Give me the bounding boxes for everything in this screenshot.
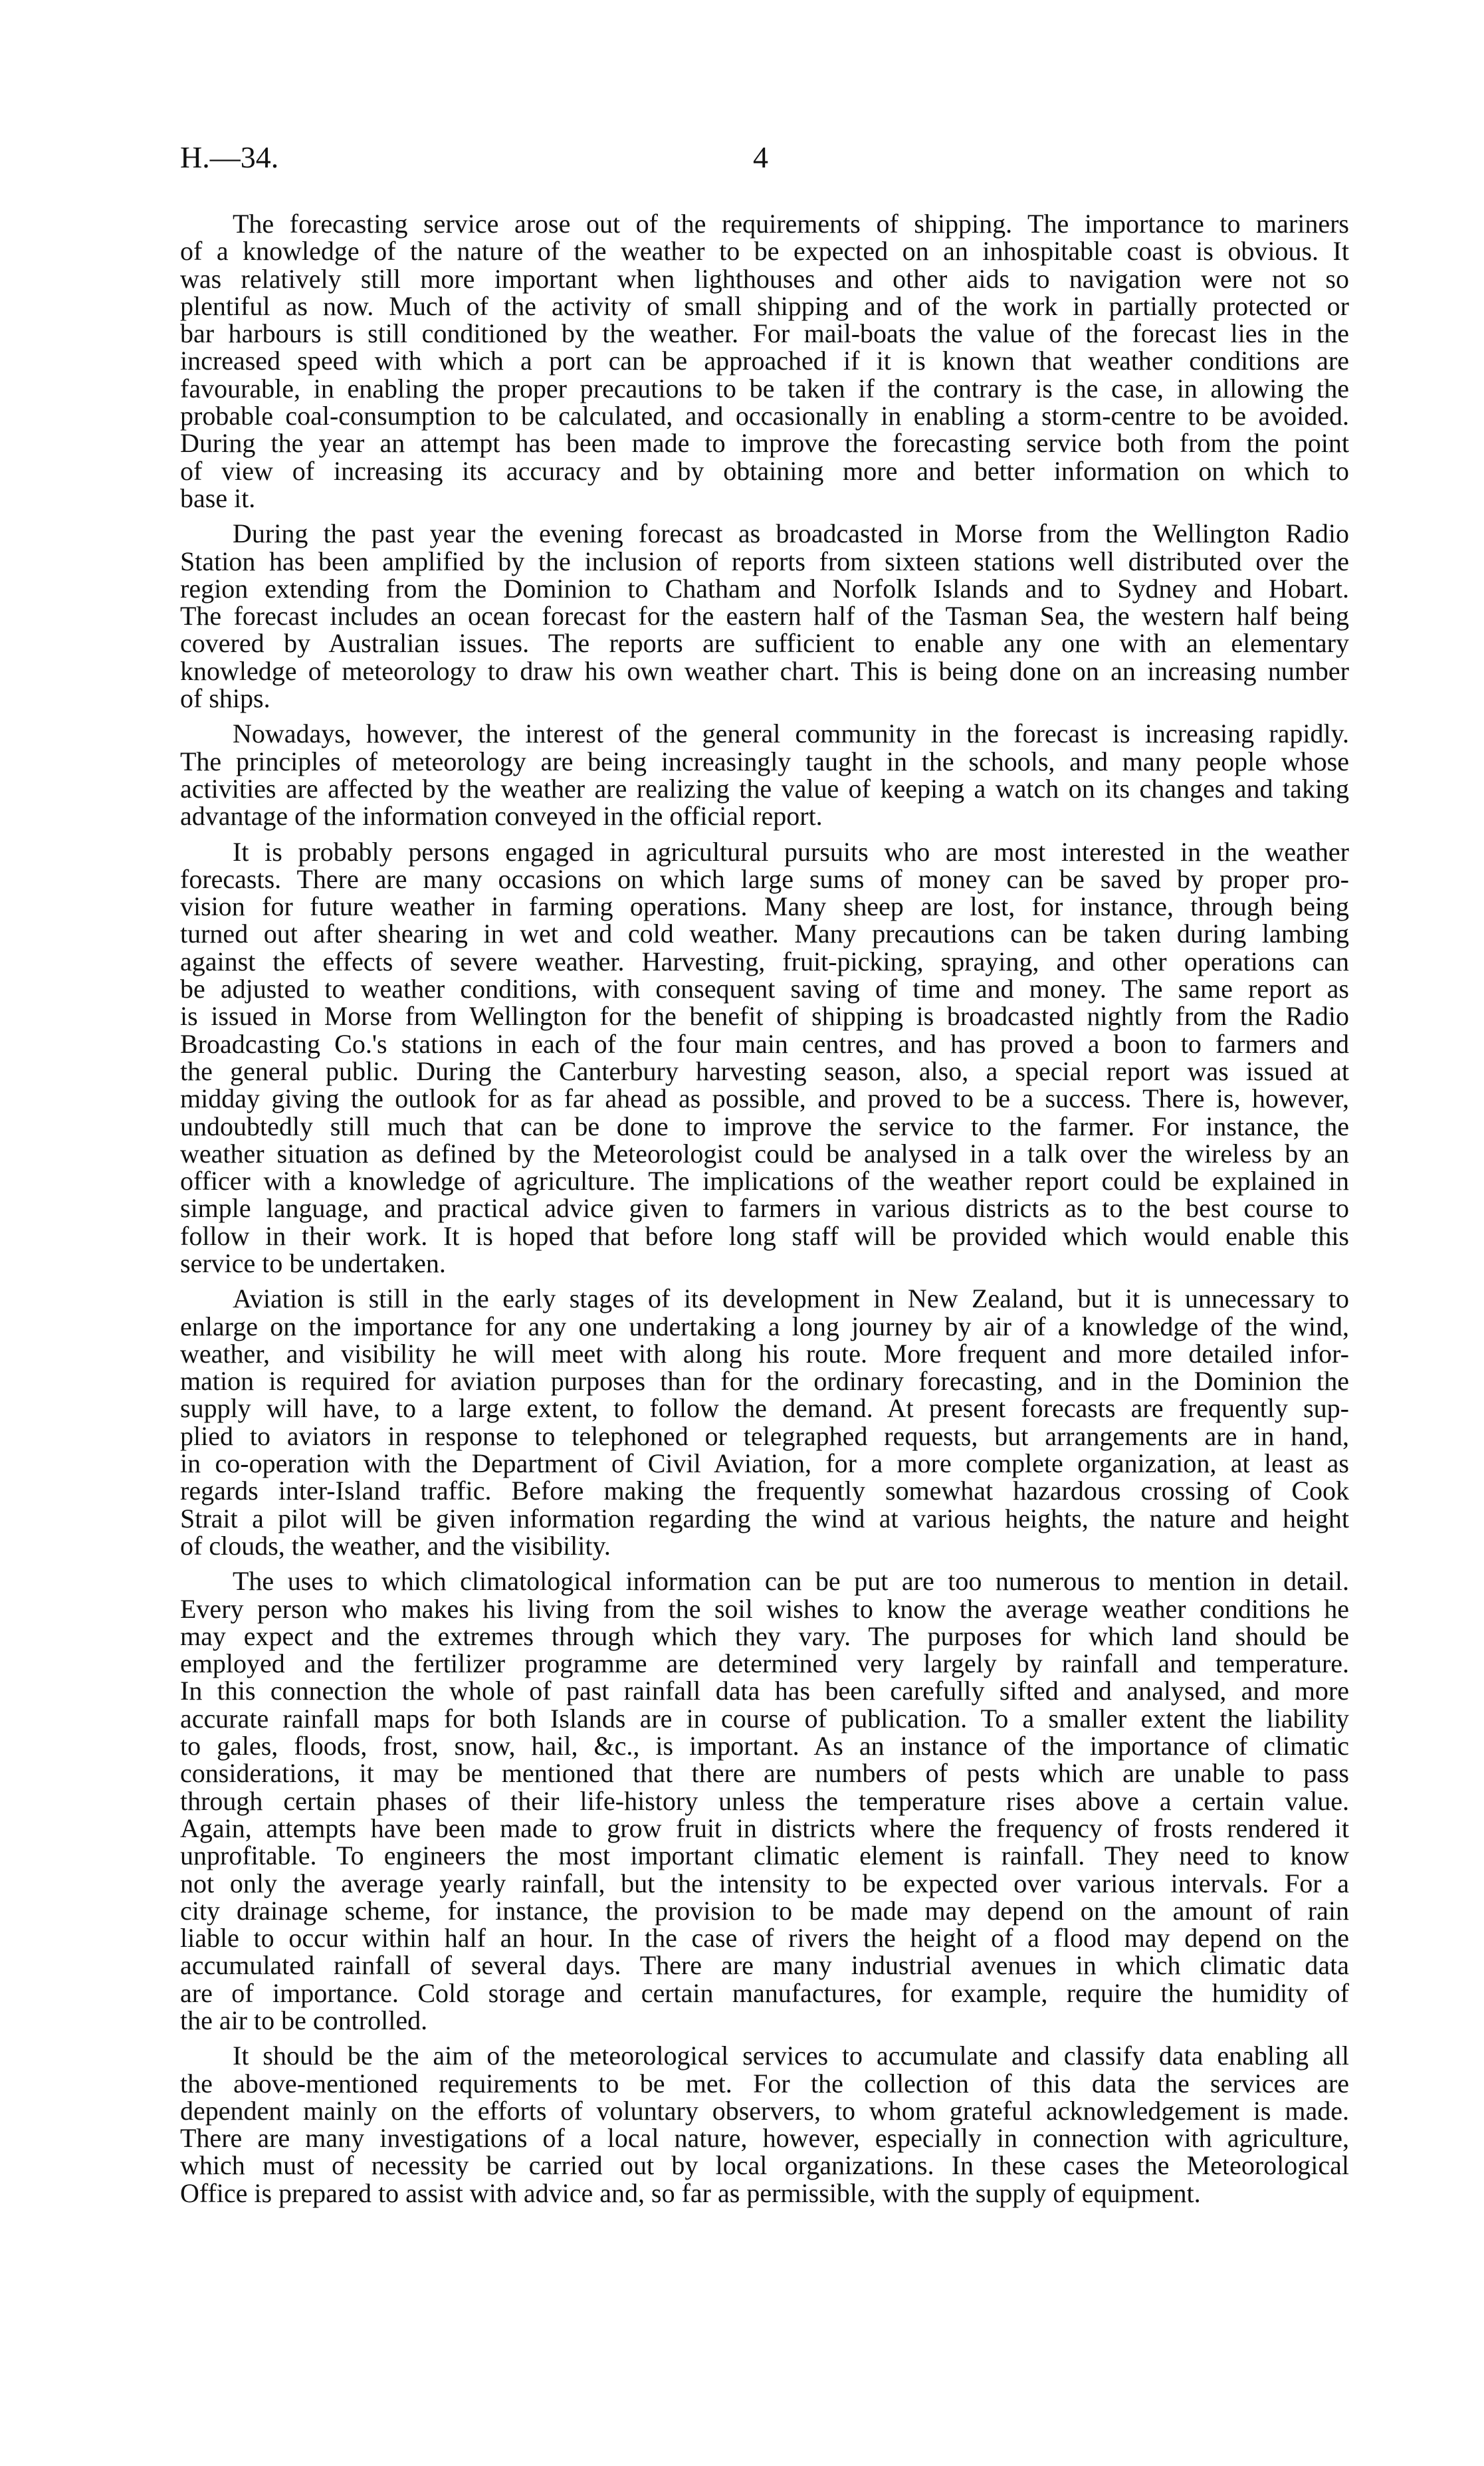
text-line: forecasts. There are many occasions on which large sums of money can be saved by proper pro- <box>180 863 1349 894</box>
text-line: midday giving the outlook for as far ahead as possible, and proved to be a success. There is, however, <box>180 1083 1349 1114</box>
text-line: the above-mentioned requirements to be met. For the collection of this data the services are <box>180 2068 1349 2098</box>
text-line: Broadcasting Co.'s stations in each of the four main centres, and has proved a boon to farmers and <box>180 1028 1349 1059</box>
text-line: Station has been amplified by the inclusion of reports from sixteen stations well distributed over the <box>180 546 1349 576</box>
paragraph <box>180 838 1349 1278</box>
text-line: are of importance. Cold storage and certain manufactures, for example, require the humidity of <box>180 1977 1349 2008</box>
text-line: In this connection the whole of past rainfall data has been carefully sifted and analysed, and more <box>180 1676 1349 1706</box>
text-line: of ships. <box>180 683 270 714</box>
text-line: supply will have, to a large extent, to follow the demand. At present forecasts are frequently sup- <box>180 1393 1349 1424</box>
text-line: simple language, and practical advice given to farmers in various districts as to the best course to <box>180 1193 1349 1224</box>
document-body <box>180 210 1349 2215</box>
text-line: may expect and the extremes through which they vary. The purposes for which land should be <box>180 1621 1349 1651</box>
text-line: weather, and visibility he will meet with along his route. More frequent and more detailed infor- <box>180 1338 1349 1369</box>
text-line: region extending from the Dominion to Chatham and Norfolk Islands and to Sydney and Hobart. <box>180 573 1349 604</box>
text-line: mation is required for aviation purposes than for the ordinary forecasting, and in the Dominion the <box>180 1366 1349 1397</box>
text-line: is issued in Morse from Wellington for the benefit of shipping is broadcasted nightly from the Radio <box>180 1001 1349 1032</box>
text-line: Aviation is still in the early stages of its development in New Zealand, but it is unnecessary to <box>233 1284 1349 1314</box>
paragraph <box>180 1567 1349 2034</box>
text-line: activities are affected by the weather are realizing the value of keeping a watch on its changes and taking <box>180 773 1349 804</box>
paragraph <box>180 720 1349 830</box>
text-line: turned out after shearing in wet and cold weather. Many precautions can be taken during lambing <box>180 919 1349 949</box>
text-line: bar harbours is still conditioned by the weather. For mail-boats the value of the forecast lies in the <box>180 318 1349 349</box>
text-line: against the effects of severe weather. Harvesting, fruit-picking, spraying, and other operations can <box>180 946 1349 976</box>
text-line: plied to aviators in response to telephoned or telegraphed requests, but arrangements are in hand, <box>180 1420 1349 1451</box>
text-line: which must of necessity be carried out by local organizations. In these cases the Meteorological <box>180 2150 1349 2181</box>
text-line: The uses to which climatological information can be put are too numerous to mention in detail. <box>233 1566 1349 1597</box>
text-line: through certain phases of their life-history unless the temperature rises above a certain value. <box>180 1785 1349 1816</box>
document-reference: H.—34. <box>180 140 279 174</box>
text-line: It is probably persons engaged in agricultural pursuits who are most interested in the weather <box>233 836 1349 867</box>
text-line: During the past year the evening forecast as broadcasted in Morse from the Wellington Radio <box>233 518 1349 549</box>
text-line: of clouds, the weather, and the visibility. <box>180 1530 611 1561</box>
text-line: in co-operation with the Department of Civil Aviation, for a more complete organization, at least as <box>180 1448 1349 1479</box>
text-line: officer with a knowledge of agriculture. The implications of the weather report could be explained in <box>180 1166 1349 1196</box>
text-line: probable coal-consumption to be calculated, and occasionally in enabling a storm-centre to be avoided. <box>180 401 1349 431</box>
text-line: During the year an attempt has been made to improve the forecasting service both from the point <box>180 428 1349 459</box>
text-line: Office is prepared to assist with advice and, so far as permissible, with the supply of equipment. <box>180 2178 1201 2208</box>
text-line: covered by Australian issues. The reports are sufficient to enable any one with an elementary <box>180 628 1349 659</box>
text-line: There are many investigations of a local nature, however, especially in connection with agriculture, <box>180 2123 1349 2154</box>
text-line: the air to be controlled. <box>180 2005 428 2035</box>
text-line: Every person who makes his living from the soil wishes to know the average weather conditions he <box>180 1593 1349 1624</box>
text-line: It should be the aim of the meteorological services to accumulate and classify data enabling all <box>233 2041 1349 2071</box>
text-line: plentiful as now. Much of the activity of small shipping and of the work in partially protected or <box>180 290 1349 321</box>
text-line: undoubtedly still much that can be done to improve the service to the farmer. For instance, the <box>180 1111 1349 1141</box>
text-line: The principles of meteorology are being increasingly taught in the schools, and many people whose <box>180 746 1349 776</box>
text-line: unprofitable. To engineers the most important climatic element is rainfall. They need to know <box>180 1841 1349 1871</box>
text-line: service to be undertaken. <box>180 1248 446 1278</box>
page-number: 4 <box>753 140 768 174</box>
paragraph <box>180 2042 1349 2207</box>
text-line: of view of increasing its accuracy and by obtaining more and better information on which to <box>180 455 1349 486</box>
text-line: The forecast includes an ocean forecast for the eastern half of the Tasman Sea, the western half being <box>180 601 1349 631</box>
text-line: of a knowledge of the nature of the weather to be expected on an inhospitable coast is obvious. It <box>180 236 1349 267</box>
text-line: enlarge on the importance for any one undertaking a long journey by air of a knowledge of the wind, <box>180 1311 1349 1341</box>
text-line: accumulated rainfall of several days. There are many industrial avenues in which climatic data <box>180 1950 1349 1981</box>
text-line: Strait a pilot will be given information regarding the wind at various heights, the nature and height <box>180 1503 1349 1533</box>
text-line: knowledge of meteorology to draw his own weather chart. This is being done on an increasing number <box>180 655 1349 686</box>
text-line: Again, attempts have been made to grow fruit in districts where the frequency of frosts rendered it <box>180 1813 1349 1843</box>
text-line: regards inter-Island traffic. Before making the frequently somewhat hazardous crossing of Cook <box>180 1476 1349 1506</box>
text-line: dependent mainly on the efforts of voluntary observers, to whom grateful acknowledgement is made. <box>180 2095 1349 2126</box>
text-line: follow in their work. It is hoped that before long staff will be provided which would enable this <box>180 1220 1349 1251</box>
text-line: favourable, in enabling the proper precautions to be taken if the contrary is the case, in allowing the <box>180 373 1349 403</box>
paragraph <box>180 520 1349 712</box>
text-line: vision for future weather in farming operations. Many sheep are lost, for instance, through being <box>180 891 1349 922</box>
text-line: city drainage scheme, for instance, the provision to be made may depend on the amount of rain <box>180 1895 1349 1926</box>
text-line: liable to occur within half an hour. In the case of rivers the height of a flood may depend on the <box>180 1923 1349 1954</box>
text-line: was relatively still more important when lighthouses and other aids to navigation were not so <box>180 263 1349 294</box>
text-line: Nowadays, however, the interest of the general community in the forecast is increasing rapidly. <box>233 719 1349 749</box>
text-line: weather situation as defined by the Meteorologist could be analysed in a talk over the wireless by an <box>180 1138 1349 1169</box>
text-line: advantage of the information conveyed in the official report. <box>180 801 823 832</box>
text-line: not only the average yearly rainfall, but the intensity to be expected over various intervals. For a <box>180 1868 1349 1898</box>
text-line: the general public. During the Canterbury harvesting season, also, a special report was issued at <box>180 1056 1349 1086</box>
text-line: accurate rainfall maps for both Islands are in course of publication. To a smaller extent the liability <box>180 1703 1349 1734</box>
text-line: The forecasting service arose out of the requirements of shipping. The importance to mariners <box>233 209 1349 239</box>
text-line: to gales, floods, frost, snow, hail, &c., is important. As an instance of the importance of climatic <box>180 1731 1349 1761</box>
text-line: considerations, it may be mentioned that there are numbers of pests which are unable to pass <box>180 1758 1349 1789</box>
text-line: employed and the fertilizer programme are determined very largely by rainfall and temperature. <box>180 1648 1349 1679</box>
paragraph <box>180 210 1349 512</box>
paragraph <box>180 1285 1349 1559</box>
text-line: base it. <box>180 483 256 513</box>
text-line: increased speed with which a port can be approached if it is known that weather conditions are <box>180 346 1349 376</box>
text-line: be adjusted to weather conditions, with consequent saving of time and money. The same report as <box>180 974 1349 1004</box>
